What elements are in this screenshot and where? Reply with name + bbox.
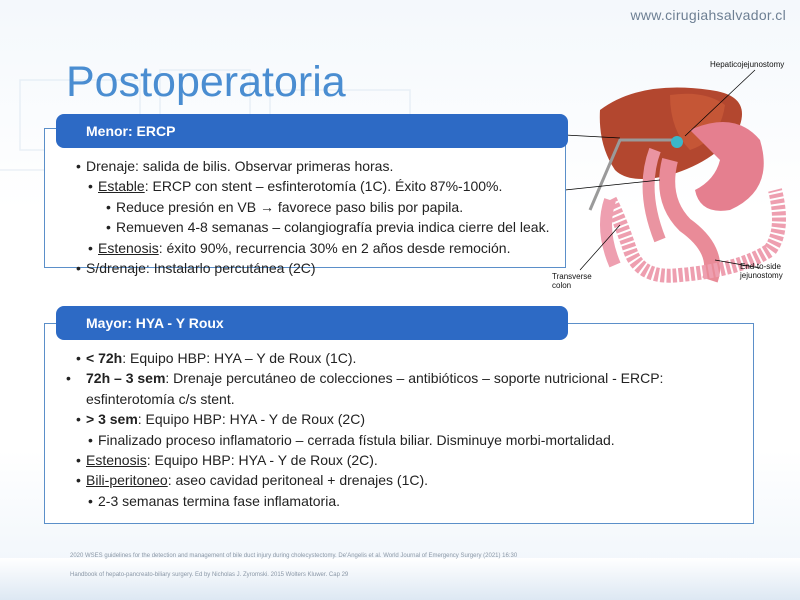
- list-item: • Estable: ERCP con stent – esfinterotomía (1C). Éxito 87%-100%.: [88, 178, 503, 195]
- list-item: • Bili-peritoneo: aseo cavidad peritoneal + drenajes (1C).: [76, 472, 429, 489]
- bottom-decoration: [0, 558, 800, 600]
- list-item: • Drenaje: salida de bilis. Observar primeras horas.: [76, 158, 394, 174]
- label-hepaticojejunostomy: Hepaticojejunostomy: [710, 60, 785, 69]
- major-section-list: [66, 348, 736, 511]
- list-item: • Remueven 4-8 semanas – colangiografía previa indica cierre del leak.: [106, 219, 550, 236]
- label-transverse-colon: Transverse colon: [552, 272, 592, 290]
- list-item: • Reduce presión en VB → favorece paso bilis por papila.: [106, 198, 464, 215]
- list-item: • Estenosis: Equipo HBP: HYA - Y de Roux (2C).: [76, 452, 378, 469]
- list-item: • 2-3 semanas termina fase inflamatoria.: [88, 492, 340, 509]
- minor-section-header: Menor: ERCP: [56, 114, 568, 148]
- reference-1: 2020 WSES guidelines for the detection and management of bile duct injury during cholecystectomy. De'Angelis et al. World Journal of Emergency Surgery (2021) 16:30: [70, 553, 518, 559]
- page-title: Postoperatoria: [66, 58, 346, 106]
- list-item: • Finalizado proceso inflamatorio – cerrada fístula biliar. Disminuye morbi-mortalidad.: [88, 431, 615, 448]
- list-item: • < 72h: Equipo HBP: HYA – Y de Roux (1C).: [76, 350, 357, 366]
- list-item: • S/drenaje: Instalarlo percutánea (2C): [76, 260, 316, 277]
- minor-section-list: [76, 156, 556, 278]
- list-item: • Estenosis: éxito 90%, recurrencia 30% en 2 años desde remoción.: [88, 239, 511, 256]
- label-end-to-side: End-to-side jejunostomy: [740, 262, 783, 280]
- major-section-header: Mayor: HYA - Y Roux: [56, 306, 568, 340]
- list-item: • > 3 sem: Equipo HBP: HYA - Y de Roux (2C): [76, 411, 365, 428]
- list-item: • 72h – 3 sem: Drenaje percutáneo de colecciones – antibióticos – soporte nutricional - ERCP: esfinterotomía c/s stent.: [66, 370, 664, 407]
- reference-2: Handbook of hepato-pancreato-biliary surgery. Ed by Nicholas J. Zyromski. 2015 Wolters Kluwer. Cap 29: [70, 572, 349, 578]
- site-url: www.cirugiahsalvador.cl: [630, 7, 786, 23]
